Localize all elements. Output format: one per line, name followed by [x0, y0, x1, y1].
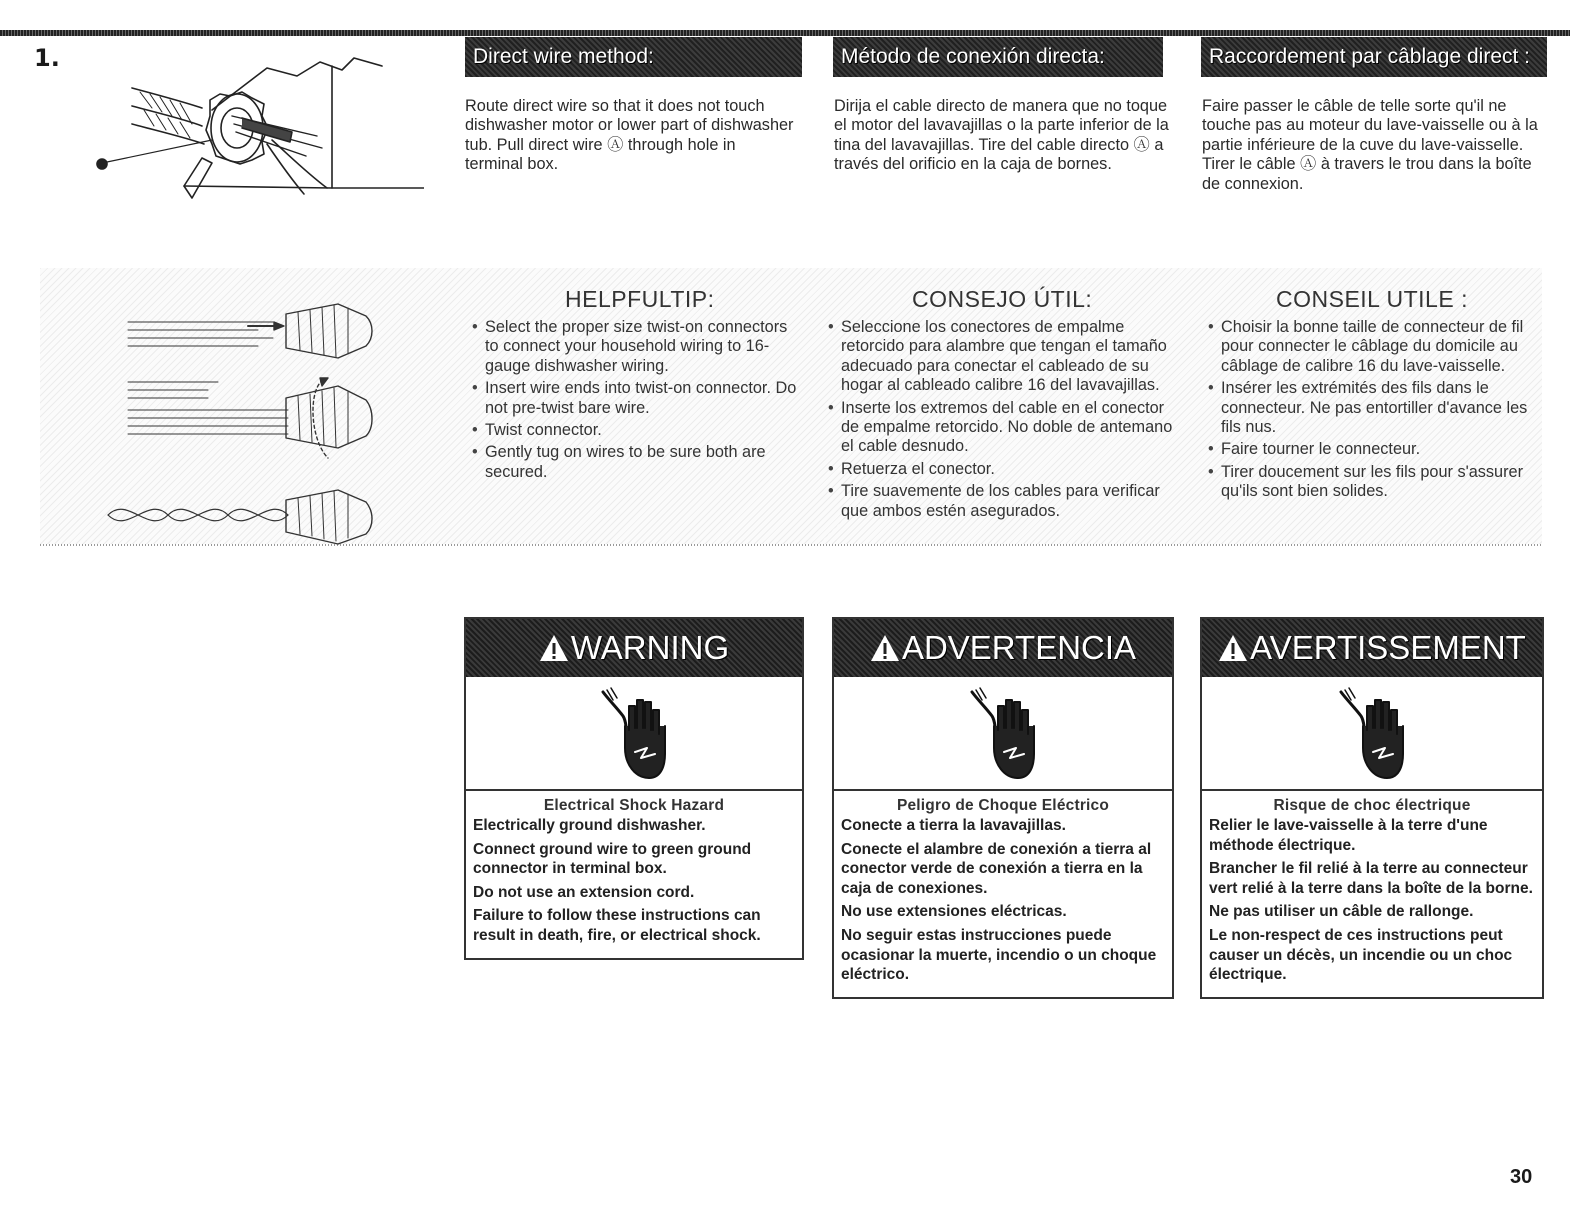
metodo-conexion-directa-header: Método de conexión directa:: [833, 37, 1163, 77]
helpful-tip-item: • Twist connector.: [472, 421, 802, 440]
advertencia-line: Conecte el alambre de conexión a tierra al conector verde de conexión a tierra en la caja de conexiones.: [841, 840, 1152, 897]
avertissement-body: [1202, 816, 1542, 997]
consejo-util-item: • Tire suavemente de los cables para verificar que ambos estén asegurados.: [828, 482, 1184, 521]
metodo-conexion-directa-text: Dirija el cable directo de manera que no toque el motor del lavavajillas o la parte inferior de la tina del lavavajillas. Tire del cable directo Ⓐ a través del orificio en la caja de bornes.: [834, 97, 1169, 174]
warning-triangle-icon: [539, 622, 569, 677]
warning-header-label: WARNING: [570, 629, 730, 666]
warning-line: Failure to follow these instructions can result in death, fire, or electrical shock.: [473, 907, 761, 944]
advertencia-box: [832, 617, 1174, 999]
helpful-tip-list: [472, 318, 802, 485]
conseil-utile-item: • Insérer les extrémités des fils dans le connecteur. Ne pas entortiller d'avance les fils nus.: [1208, 379, 1538, 437]
avertissement-box: [1200, 617, 1544, 999]
raccordement-cablage-direct-header: Raccordement par câblage direct :: [1201, 37, 1547, 77]
helpful-tip-item: • Select the proper size twist-on connectors to connect your household wiring to 16-gauge dishwasher wiring.: [472, 318, 802, 376]
conseil-utile-list: [1208, 318, 1538, 505]
electrical-shock-hand-icon: [834, 677, 1172, 791]
warning-triangle-icon: [870, 622, 900, 677]
direct-wire-method-header: Direct wire method:: [465, 37, 802, 77]
advertencia-line: No seguir estas instrucciones puede ocasionar la muerte, incendio o un choque eléctrico.: [841, 926, 1157, 984]
top-rule: [0, 30, 1570, 36]
conseil-utile-item: • Choisir la bonne taille de connecteur de fil pour connecter le câblage du domicile au câblage de calibre 16 du lave-vaisselle.: [1208, 318, 1538, 376]
warning-box: [464, 617, 804, 960]
advertencia-header: [834, 619, 1172, 677]
avertissement-subtitle: Risque de choc électrique: [1273, 797, 1471, 814]
consejo-util-item: • Inserte los extremos del cable en el conector de empalme retorcido. No doble de antemano el cable desnudo.: [828, 399, 1184, 457]
conseil-utile-item: • Faire tourner le connecteur.: [1208, 440, 1538, 459]
warning-line: Electrically ground dishwasher.: [473, 817, 706, 834]
consejo-util-list: [828, 318, 1184, 524]
direct-wire-method-text: Route direct wire so that it does not touch dishwasher motor or lower part of dishwasher tub. Pull direct wire Ⓐ through hole in terminal box.: [465, 97, 794, 174]
warning-header: [466, 619, 802, 677]
electrical-shock-hand-icon: [1202, 677, 1542, 791]
electrical-shock-hand-icon: [466, 677, 802, 791]
warning-line: Do not use an extension cord.: [473, 883, 695, 901]
consejo-util-title: CONSEJO ÚTIL:: [912, 286, 1093, 312]
raccordement-cablage-direct-text: Faire passer le câble de telle sorte qu'il ne touche pas au moteur du lave-vaisselle ou à la partie inférieure de la cuve du lave-vaisselle. Tirer le câble Ⓐ à travers le trou dans la boîte de connexion.: [1202, 97, 1538, 193]
avertissement-line: Brancher le fil relié à la terre au connecteur vert relié à la terre dans la boîte de la borne.: [1209, 860, 1533, 897]
advertencia-header-label: ADVERTENCIA: [901, 629, 1137, 666]
advertencia-line: No use extensiones eléctricas.: [841, 903, 1067, 921]
consejo-util-item: • Retuerza el conector.: [828, 460, 1184, 479]
warning-body: [466, 816, 802, 958]
avertissement-header-label: AVERTISSEMENT: [1250, 629, 1526, 666]
avertissement-line: Ne pas utiliser un câble de rallonge.: [1209, 903, 1474, 921]
avertissement-line: Relier le lave-vaisselle à la terre d'une méthode électrique.: [1209, 817, 1488, 854]
warning-triangle-icon: [1218, 622, 1248, 677]
helpful-tip-title: HELPFULTIP:: [565, 286, 715, 312]
conseil-utile-item: • Tirer doucement sur les fils pour s'assurer qu'ils sont bien solides.: [1208, 463, 1538, 502]
avertissement-header: [1202, 619, 1542, 677]
step-number: 1.: [34, 44, 60, 72]
consejo-util-item: • Seleccione los conectores de empalme retorcido para alambre que tengan el tamaño adecuado para conectar el cableado de su hogar al cableado calibre 16 del lavavajillas.: [828, 318, 1184, 396]
conseil-utile-title: CONSEIL UTILE :: [1276, 286, 1468, 312]
direct-wire-illustration: [92, 48, 424, 218]
warning-line: Connect ground wire to green ground connector in terminal box.: [473, 840, 752, 878]
helpful-tip-item: • Gently tug on wires to be sure both are secured.: [472, 443, 802, 482]
avertissement-line: Le non-respect de ces instructions peut causer un décès, un incendie ou un choc électrique.: [1209, 926, 1513, 984]
advertencia-line: Conecte a tierra la lavavajillas.: [841, 817, 1066, 834]
twist-on-connector-illustration: [98, 300, 388, 545]
advertencia-body: [834, 816, 1172, 997]
warning-subtitle: Electrical Shock Hazard: [543, 797, 725, 814]
helpful-tip-item: • Insert wire ends into twist-on connector. Do not pre-twist bare wire.: [472, 379, 802, 418]
advertencia-subtitle: Peligro de Choque Eléctrico: [896, 797, 1110, 814]
page-number: 30: [1510, 1166, 1533, 1188]
